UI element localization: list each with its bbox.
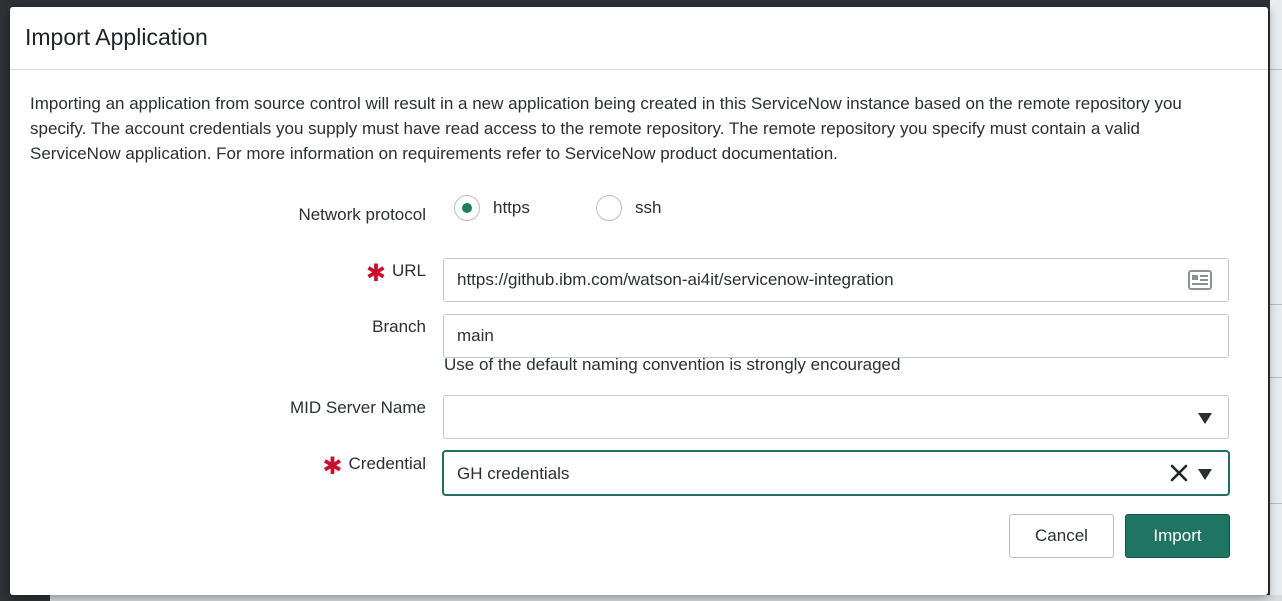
background-page-edge [1270,0,1282,601]
radio-ssh[interactable] [596,195,622,221]
background-divider [1270,503,1282,504]
credential-value: GH credentials [457,464,570,483]
chevron-down-icon[interactable] [1198,413,1212,424]
required-marker: ✱ [322,452,343,480]
contact-card-icon[interactable] [1188,270,1212,290]
background-divider [1270,377,1282,378]
mid-server-select[interactable] [443,395,1229,439]
credential-label-text: Credential [348,454,426,473]
dialog-header [10,7,1268,70]
radio-ssh-label[interactable]: ssh [635,198,662,217]
required-marker: ✱ [365,259,386,287]
cancel-button[interactable]: Cancel [1009,514,1114,558]
dialog-title: Import Application [25,24,208,50]
radio-https[interactable] [454,195,480,221]
dialog-intro-text: Importing an application from source control will result in a new application being created in this ServiceNow instance based on the remote repository you specify. The account credentials you supply must have read access to the remote repository. The remote repository you specify must contain a valid ServiceNow application. For more information on requirements refer to ServiceNow product documentation. [30,94,1182,163]
radio-https-label[interactable]: https [493,198,530,217]
clear-icon[interactable] [1168,461,1190,485]
branch-field[interactable] [443,314,1229,358]
branch-label: Branch [372,317,426,336]
network-protocol-label: Network protocol [298,205,426,224]
credential-label [322,452,426,480]
mid-server-label: MID Server Name [289,398,426,417]
url-label-text: URL [391,261,426,280]
branch-hint: Use of the default naming convention is strongly encouraged [444,355,901,374]
branch-input[interactable] [444,315,1228,357]
credential-select[interactable] [443,451,1229,495]
url-input[interactable] [444,259,1228,301]
chevron-down-icon[interactable] [1198,469,1212,480]
url-label [365,259,426,287]
background-divider [1270,304,1282,305]
url-field[interactable] [443,258,1229,302]
background-page-footer [50,595,1282,601]
import-button[interactable]: Import [1125,514,1230,558]
background-divider [1270,69,1282,70]
